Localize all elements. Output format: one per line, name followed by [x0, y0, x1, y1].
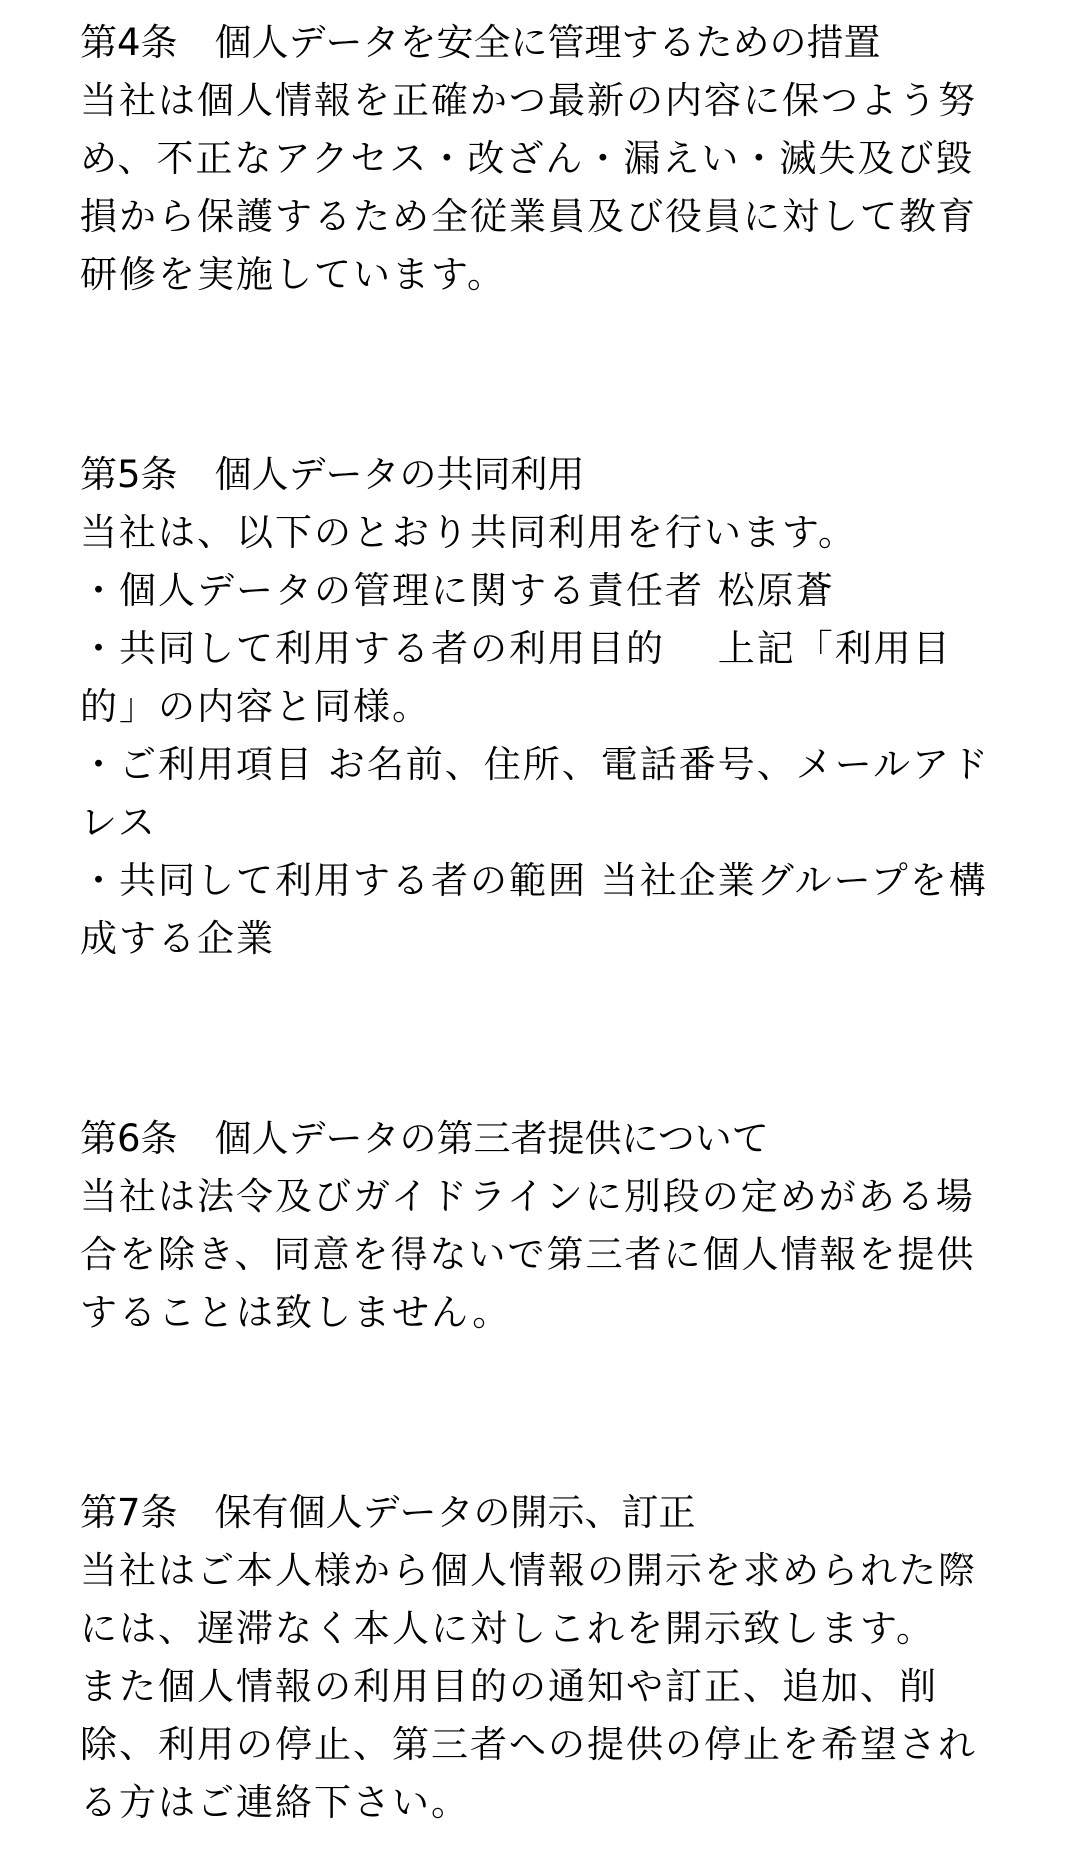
article-6-heading: 第6条 個人データの第三者提供について: [80, 1117, 769, 1160]
article-5-item-data: ・ご利用項目 お名前、住所、電話番号、メールアドレス: [80, 743, 991, 844]
article-5-item-manager: ・個人データの管理に関する責任者 松原蒼: [80, 569, 835, 612]
article-4-body: 当社は個人情報を正確かつ最新の内容に保つよう努め、不正なアクセス・改ざん・漏えい・滅失及び毀損から保護するため全従業員及び役員に対して教育研修を実施しています。: [80, 79, 977, 296]
article-7-heading: 第7条 保有個人データの開示、訂正: [80, 1491, 696, 1534]
article-5-item-scope: ・共同して利用する者の範囲 当社企業グループを構成する企業: [80, 859, 988, 960]
article-5-intro: 当社は、以下のとおり共同利用を行います。: [80, 511, 858, 554]
article-7: [80, 1484, 1000, 1832]
article-4: [80, 14, 1000, 304]
article-5: [80, 446, 1000, 968]
article-6: [80, 1110, 1000, 1342]
article-5-item-purpose: ・共同して利用する者の利用目的 上記「利用目的」の内容と同様。: [80, 627, 952, 728]
article-7-body-disclosure: 当社はご本人様から個人情報の開示を求められた際には、遅滞なく本人に対しこれを開示致します。: [80, 1549, 977, 1650]
article-5-heading: 第5条 個人データの共同利用: [80, 453, 585, 496]
article-4-heading: 第4条 個人データを安全に管理するための措置: [80, 21, 881, 64]
article-6-body: 当社は法令及びガイドラインに別段の定めがある場合を除き、同意を得ないで第三者に個人情報を提供することは致しません。: [80, 1175, 976, 1334]
article-7-body-requests: また個人情報の利用目的の通知や訂正、追加、削除、利用の停止、第三者への提供の停止を希望される方はご連絡下さい。: [80, 1665, 977, 1824]
